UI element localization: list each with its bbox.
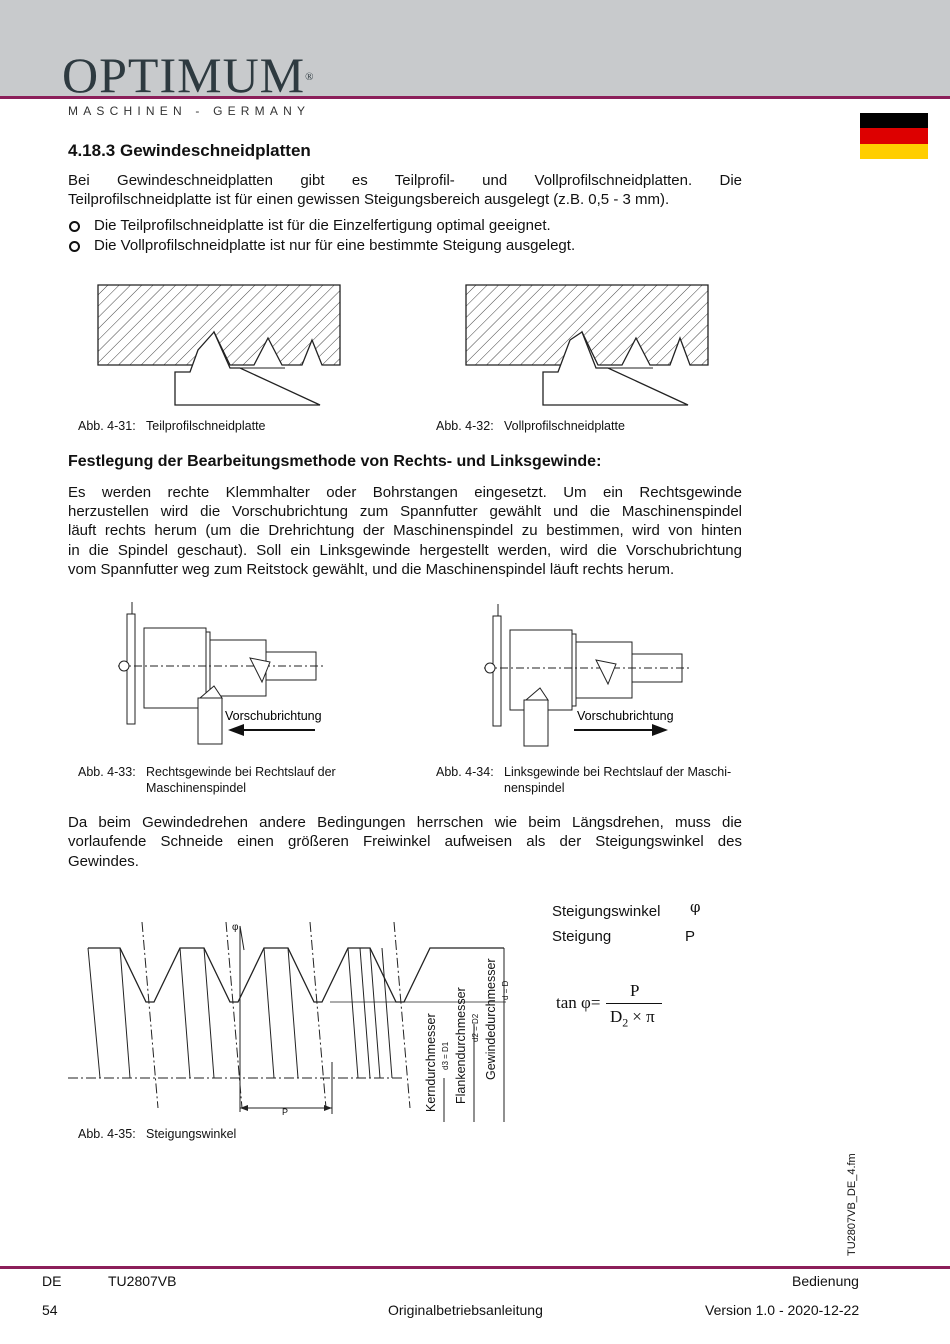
partial-profile-insert-diagram: [90, 280, 350, 415]
footer-rule: [0, 1266, 950, 1269]
core-diameter-symbol: d3 = D1: [441, 1041, 450, 1070]
legend-pitch: Steigung: [552, 928, 612, 945]
paragraph-line: Gewindes.: [68, 853, 139, 870]
legend-pitch-angle-symbol: φ: [690, 898, 701, 916]
major-diameter-label: Gewindedurchmesser: [484, 958, 498, 1080]
footer-chapter: Bedienung: [792, 1273, 859, 1289]
pitch-diameter-label: Flankendurchmesser: [454, 987, 468, 1104]
section-title: 4.18.3 Gewindeschneidplatten: [68, 141, 311, 160]
figure-caption-4-33: Abb. 4-33: Rechtsgewinde bei Rechtslauf der Maschinenspindel: [78, 765, 336, 795]
major-diameter-symbol: d = D: [501, 980, 510, 1000]
right-hand-thread-setup-diagram: [110, 598, 340, 748]
brand-logo: OPTIMUM®: [62, 47, 315, 103]
formula-denominator: $D_2 \times \pi$: [610, 1007, 655, 1030]
pitch-angle-thread-diagram: [64, 912, 524, 1122]
paragraph-line: läuft rechts herum (um die Drehrichtung der Maschinenspindel zu bestimmen, wird von hinten: [68, 522, 742, 539]
feed-direction-label: Vorschubrichtung: [225, 709, 322, 723]
figure-caption-4-31: Abb. 4-31: Teilprofilschneidplatte: [78, 419, 266, 433]
brand-subtitle: MASCHINEN - GERMANY: [68, 104, 311, 118]
footer-model: TU2807VB: [108, 1273, 177, 1289]
footer-version: Version 1.0 - 2020-12-22: [705, 1302, 860, 1318]
feed-direction-label: Vorschubrichtung: [577, 709, 674, 723]
left-hand-thread-setup-diagram: [476, 600, 706, 750]
fraction-bar: [606, 1003, 662, 1004]
footer-language: DE: [42, 1273, 62, 1289]
footer-page-number: 54: [42, 1302, 58, 1318]
formula-lhs: tan φ=: [556, 993, 601, 1012]
paragraph-line: Da beim Gewindedrehen andere Bedingungen herrschen wie beim Längsdrehen, muss die: [68, 814, 742, 831]
paragraph-line: vom Spannfutter weg zum Reitstock gewählt, und die Maschinenspindel läuft rechts herum.: [68, 561, 675, 578]
formula-numerator: P: [630, 981, 640, 1000]
subsection-title: Festlegung der Bearbeitungsmethode von Rechts- und Linksgewinde:: [68, 453, 602, 470]
intro-line-2: Teilprofilschneidplatte ist für einen gewissen Steigungsbereich ausgelegt (z.B. 0,5 - 3 mm).: [68, 191, 670, 208]
pitch-diameter-symbol: d2 = D2: [471, 1013, 480, 1042]
legend-pitch-angle: Steigungswinkel: [552, 903, 661, 920]
figure-caption-4-35: Abb. 4-35: Steigungswinkel: [78, 1127, 237, 1141]
bullet-item: Die Teilprofilschneidplatte ist für die Einzelfertigung optimal geeignet.: [68, 216, 551, 236]
phi-symbol-label: φ: [232, 922, 239, 933]
footer-document: Originalbetriebsanleitung: [388, 1302, 543, 1318]
intro-line-1: Bei Gewindeschneidplatten gibt es Teilprofil- und Vollprofilschneidplatten. Die: [68, 172, 742, 189]
legend-pitch-symbol: P: [685, 928, 696, 945]
paragraph-line: Es werden rechte Klemmhalter oder Bohrstangen eingesetzt. Um ein Rechtsgewinde: [68, 484, 742, 501]
paragraph-line: in die Spindel geschaut). Soll ein Linksgewinde hergestellt werden, wird die Vorschubrichtung: [68, 542, 742, 559]
paragraph-line: vorlaufende Schneide einen größeren Freiwinkel aufweisen als der Steigungswinkel des: [68, 833, 742, 850]
core-diameter-label: Kerndurchmesser: [424, 1013, 438, 1112]
figure-caption-4-32: Abb. 4-32: Vollprofilschneidplatte: [436, 419, 625, 433]
figure-caption-4-34: Abb. 4-34: Linksgewinde bei Rechtslauf der Maschi- nenspindel: [436, 765, 732, 795]
bullet-item: Die Vollprofilschneidplatte ist nur für eine bestimmte Steigung ausgelegt.: [68, 236, 575, 256]
german-flag-icon: [860, 113, 928, 159]
paragraph-line: herzustellen wird die Vorschubrichtung zum Spannfutter gewählt und die Maschinenspindel: [68, 503, 742, 520]
file-code: TU2807VB_DE_4.fm: [846, 1153, 858, 1256]
full-profile-insert-diagram: [458, 280, 718, 415]
pitch-label: P: [282, 1107, 289, 1117]
